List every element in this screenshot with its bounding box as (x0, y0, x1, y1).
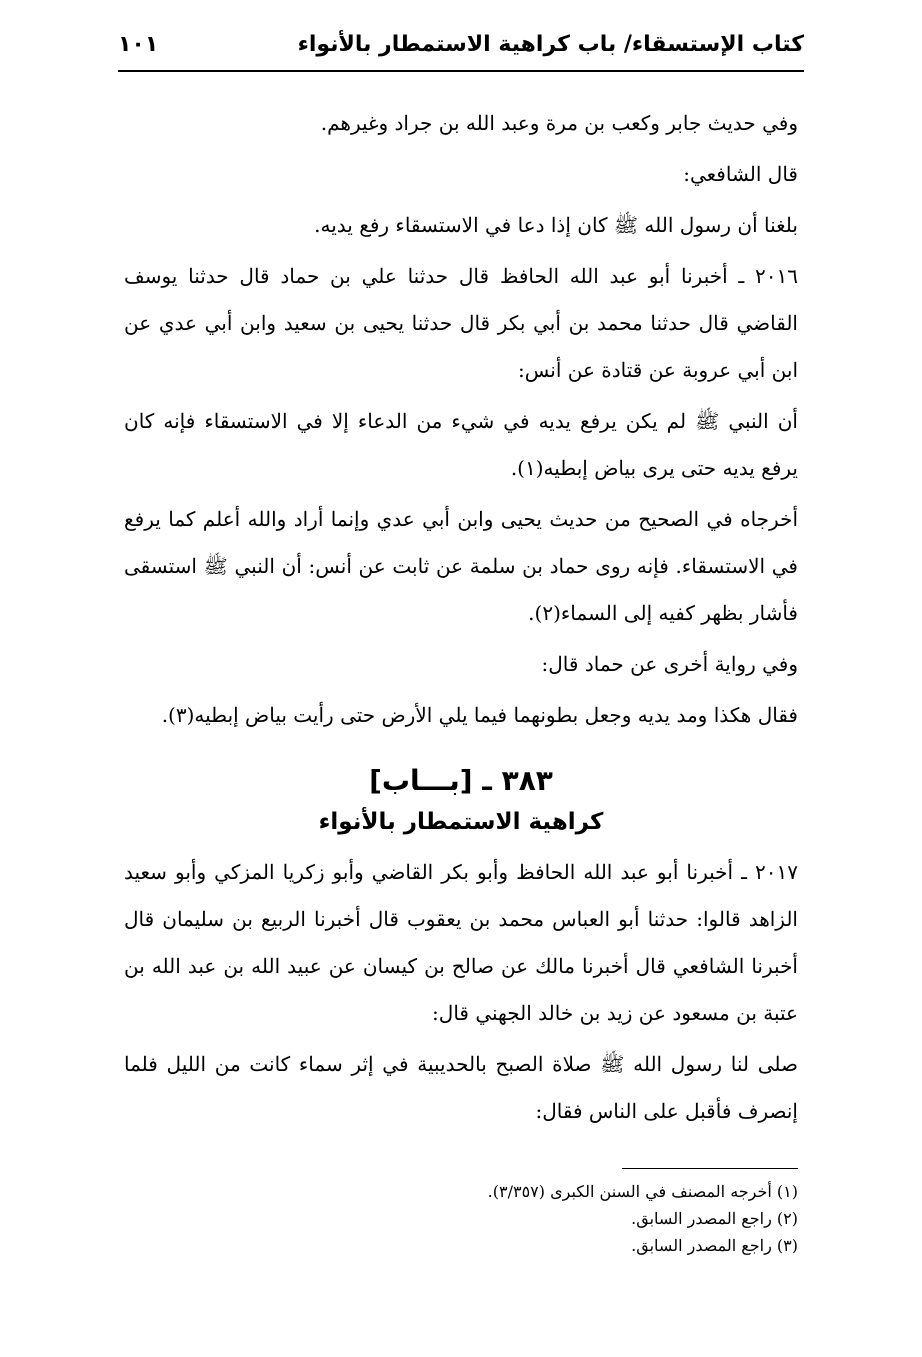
header-rule (118, 70, 804, 72)
paragraph: وفي رواية أخرى عن حماد قال: (541, 652, 798, 676)
footnote-1: (١) أخرجه المصنف في السنن الكبرى (٣/٣٥٧). (487, 1182, 798, 1201)
paragraph: أن النبي ﷺ لم يكن يرفع يديه في شيء من الدعاء إلا في الاستسقاء فإنه كان يرفع يديه حتى يرى بياض إبطيه(١). (124, 409, 798, 480)
paragraph: وفي حديث جابر وكعب بن مرة وعبد الله بن جراد وغيرهم. (320, 111, 798, 135)
paragraph: صلى لنا رسول الله ﷺ صلاة الصبح بالحديبية في إثر سماء كانت من الليل فلما إنصرف فأقبل على الناس فقال: (124, 1052, 798, 1123)
running-title: كتاب الإستسقاء/ باب كراهية الاستمطار بالأنواء (297, 32, 804, 57)
chapter-title: ٣٨٣ ـ [بـــاب] (369, 764, 553, 797)
page-header (118, 28, 804, 72)
hadith-2017: ٢٠١٧ ـ أخبرنا أبو عبد الله الحافظ وأبو بكر القاضي وأبو زكريا المزكي وأبو سعيد الزاهد قالوا: حدثنا أبو العباس محمد بن يعقوب قال أخبرنا الربيع بن سليمان قال أخبرنا الشافعي قال أخبرنا مالك عن صالح بن كيسان عن عبيد الله بن عبد الله بن عتبة بن مسعود عن زيد بن خالد الجهني قال: (124, 860, 798, 1025)
paragraph: قال الشافعي: (683, 162, 798, 186)
footnote-3: (٣) راجع المصدر السابق. (631, 1236, 798, 1255)
page-number: ١٠١ (118, 32, 159, 57)
hadith-2016: ٢٠١٦ ـ أخبرنا أبو عبد الله الحافظ قال حدثنا علي بن حماد قال حدثنا يوسف القاضي قال حدثنا محمد بن أبي بكر قال حدثنا يحيى بن سعيد وابن أبي عدي عن ابن أبي عروبة عن قتادة عن أنس: (124, 264, 798, 382)
footnote-separator (622, 1168, 798, 1169)
paragraph: فقال هكذا ومد يديه وجعل بطونهما فيما يلي الأرض حتى رأيت بياض إبطيه(٣). (161, 703, 798, 727)
paragraph: بلغنا أن رسول الله ﷺ كان إذا دعا في الاستسقاء رفع يديه. (314, 213, 798, 237)
paragraph: أخرجاه في الصحيح من حديث يحيى وابن أبي عدي وإنما أراد والله أعلم كما يرفع في الاستسقاء. فإنه روى حماد بن سلمة عن ثابت عن أنس: أن النبي ﷺ استسقى فأشار بظهر كفيه إلى السماء(٢). (124, 507, 798, 625)
footnote-2: (٢) راجع المصدر السابق. (631, 1209, 798, 1228)
chapter-subtitle: كراهية الاستمطار بالأنواء (318, 809, 604, 835)
main-text (124, 100, 798, 1135)
footnotes (124, 1178, 798, 1259)
